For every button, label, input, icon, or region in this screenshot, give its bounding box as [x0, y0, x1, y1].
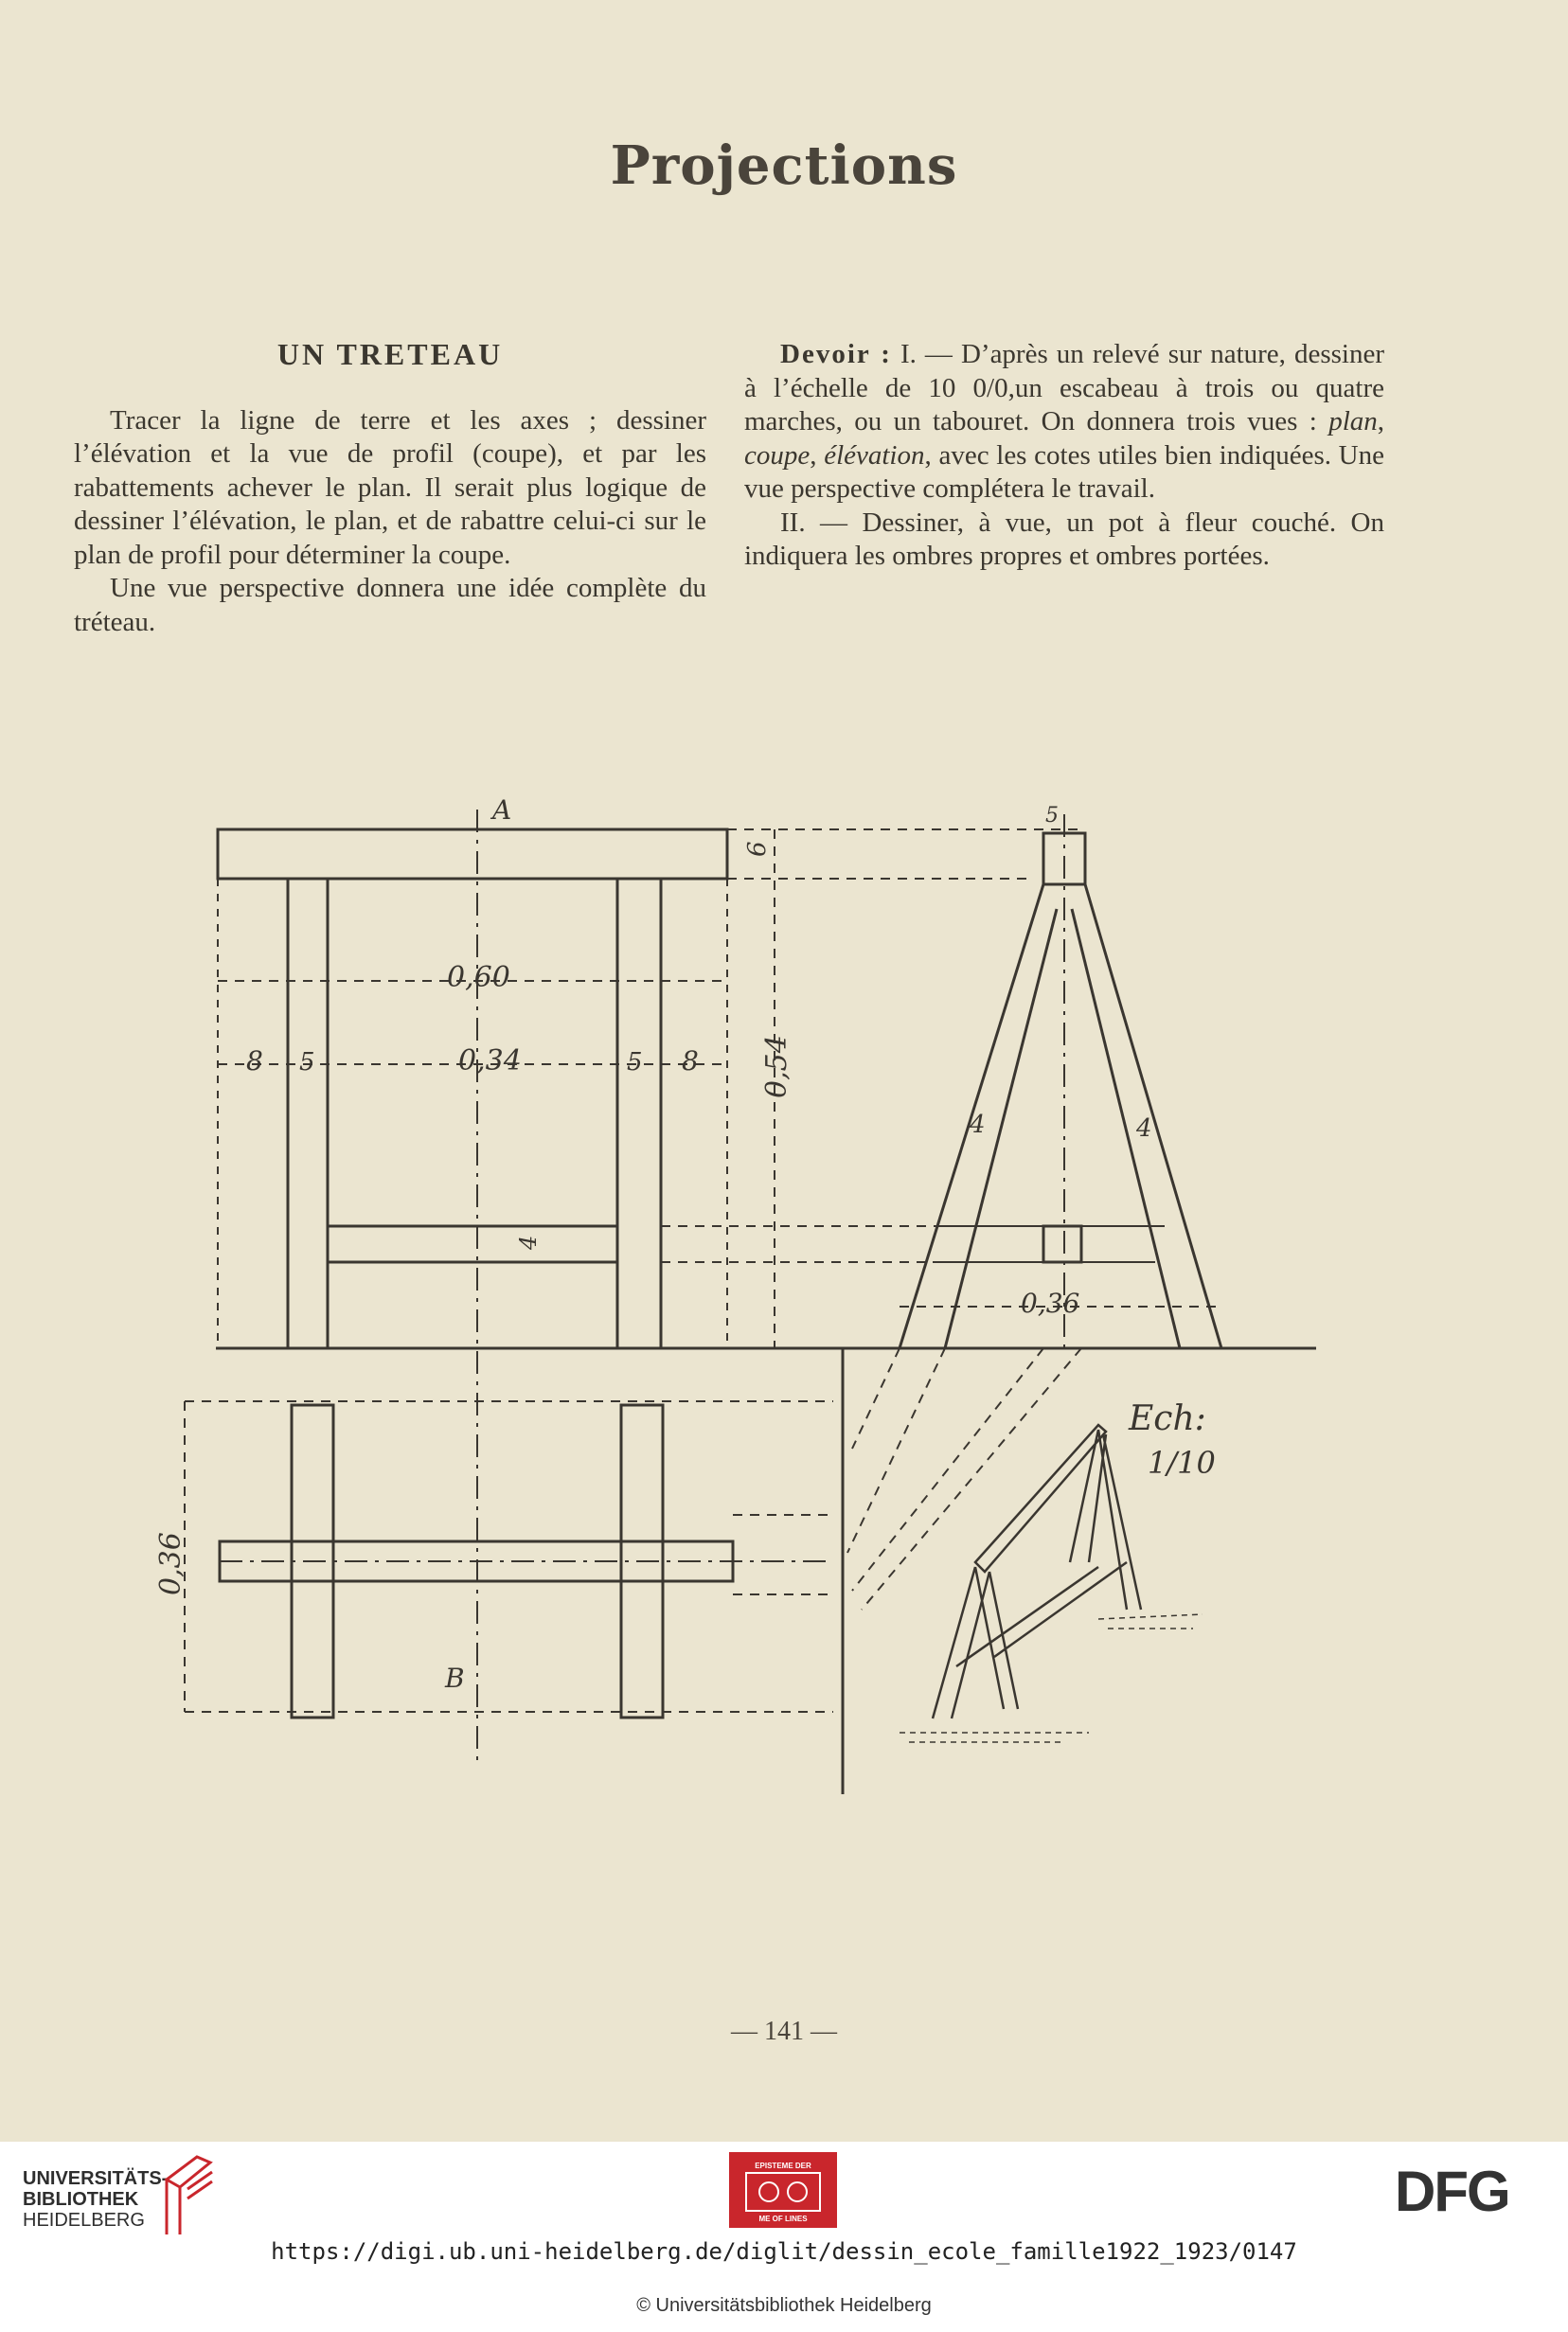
- dim-060-label: 0,60: [447, 961, 510, 994]
- dim-054-label: 0,54: [760, 1035, 793, 1098]
- permalink-url[interactable]: https://digi.ub.uni-heidelberg.de/diglit/dessin_ecole_famille1922_1923/0147: [271, 2238, 1297, 2265]
- library-line-2: BIBLIOTHEK: [23, 2189, 139, 2210]
- dim-4-leg-right: 4: [1136, 1114, 1152, 1143]
- dim-8-right: 8: [682, 1045, 699, 1077]
- library-logo-icon[interactable]: [159, 2151, 216, 2236]
- persp-stretcher: [956, 1562, 1127, 1666]
- devoir-coupe: coupe: [744, 439, 811, 471]
- fold-line-3: [852, 1348, 1043, 1591]
- dim-5-left: 5: [299, 1048, 315, 1077]
- library-line-3: HEIDELBERG: [23, 2210, 145, 2231]
- epistem-logo[interactable]: [729, 2152, 837, 2228]
- leg-right-inner: [1072, 909, 1180, 1348]
- label-b: B: [445, 1663, 465, 1694]
- plan-view: [185, 1401, 833, 1718]
- devoir-elevation: élévation: [824, 439, 925, 471]
- devoir-text-b: , avec les cotes utiles bien indiquées. Une vue perspective complétera le travail.: [744, 439, 1384, 504]
- dim-034-label: 0,34: [458, 1044, 522, 1077]
- devoir-plan: plan: [1328, 406, 1378, 436]
- stretcher-rail: [328, 1226, 617, 1262]
- left-paragraph-1: Tracer la ligne de terre et les axes ; dessiner l’élévation et la vue de profil (coupe), et par les rabattements achever le plan. Il serait plus logique de dessiner l’élévation, le plan, et de rabattre celui-ci sur le plan de profil pour déterminer la coupe.: [74, 404, 706, 570]
- persp-back-legs: [1070, 1430, 1141, 1610]
- fold-line-1: [852, 1348, 900, 1449]
- profile-view: [847, 814, 1221, 1610]
- dfg-logo[interactable]: DFG: [1395, 2160, 1509, 2223]
- page-title: Projections: [610, 134, 958, 197]
- page-number: — 141 —: [731, 2017, 837, 2046]
- devoir-label: Devoir :: [780, 339, 892, 369]
- profile-rail-section: [1043, 1226, 1081, 1262]
- scale-label-2: 1/10: [1148, 1445, 1216, 1481]
- dim-5-right: 5: [627, 1048, 643, 1077]
- leg-right-outer: [1085, 884, 1221, 1348]
- devoir-sep-1: ,: [1377, 406, 1384, 436]
- section-heading: UN TRETEAU: [276, 337, 504, 371]
- dim-6-label: 6: [743, 841, 772, 857]
- dim-8-left: 8: [246, 1045, 263, 1077]
- library-name: [23, 2168, 168, 2231]
- dim-036-profile: 0,36: [1021, 1288, 1080, 1319]
- devoir-paragraph-2: II. — Dessiner, à vue, un pot à fleur couché. On indiquera les ombres propres et ombres portées.: [744, 507, 1384, 571]
- leg-left-inner: [945, 909, 1057, 1348]
- dim-5-top: 5: [1045, 804, 1059, 828]
- label-a: A: [492, 794, 512, 826]
- devoir-sep-2: ,: [810, 439, 825, 471]
- dim-036-plan: 0,36: [154, 1532, 187, 1595]
- devoir-text-a: I. — D’après un relevé sur nature, dessiner à l’échelle de 10 0/0,un escabeau à trois ou quatre marches, ou un tabouret. On donnera trois vues :: [744, 339, 1384, 436]
- dim-4-leg-left: 4: [970, 1111, 986, 1139]
- epistem-line-2: ME OF LINES: [758, 2215, 808, 2223]
- left-paragraph-2: Une vue perspective donnera une idée complète du tréteau.: [74, 573, 706, 637]
- persp-front-legs: [933, 1567, 1018, 1718]
- left-leg: [288, 879, 328, 1348]
- dim-4-rail: 4: [515, 1235, 542, 1250]
- persp-top-beam: [975, 1425, 1106, 1572]
- epistem-line-1: EPISTEME DER: [755, 2162, 811, 2170]
- library-line-1: UNIVERSITÄTS-: [23, 2168, 169, 2189]
- table-top: [218, 829, 727, 879]
- scale-label-1: Ech:: [1129, 1399, 1206, 1438]
- fold-line-2: [847, 1348, 945, 1553]
- right-leg: [617, 879, 661, 1348]
- elevation-view: [218, 810, 1079, 1761]
- fold-line-4: [862, 1348, 1081, 1610]
- copyright-notice: © Universitätsbibliothek Heidelberg: [636, 2295, 932, 2316]
